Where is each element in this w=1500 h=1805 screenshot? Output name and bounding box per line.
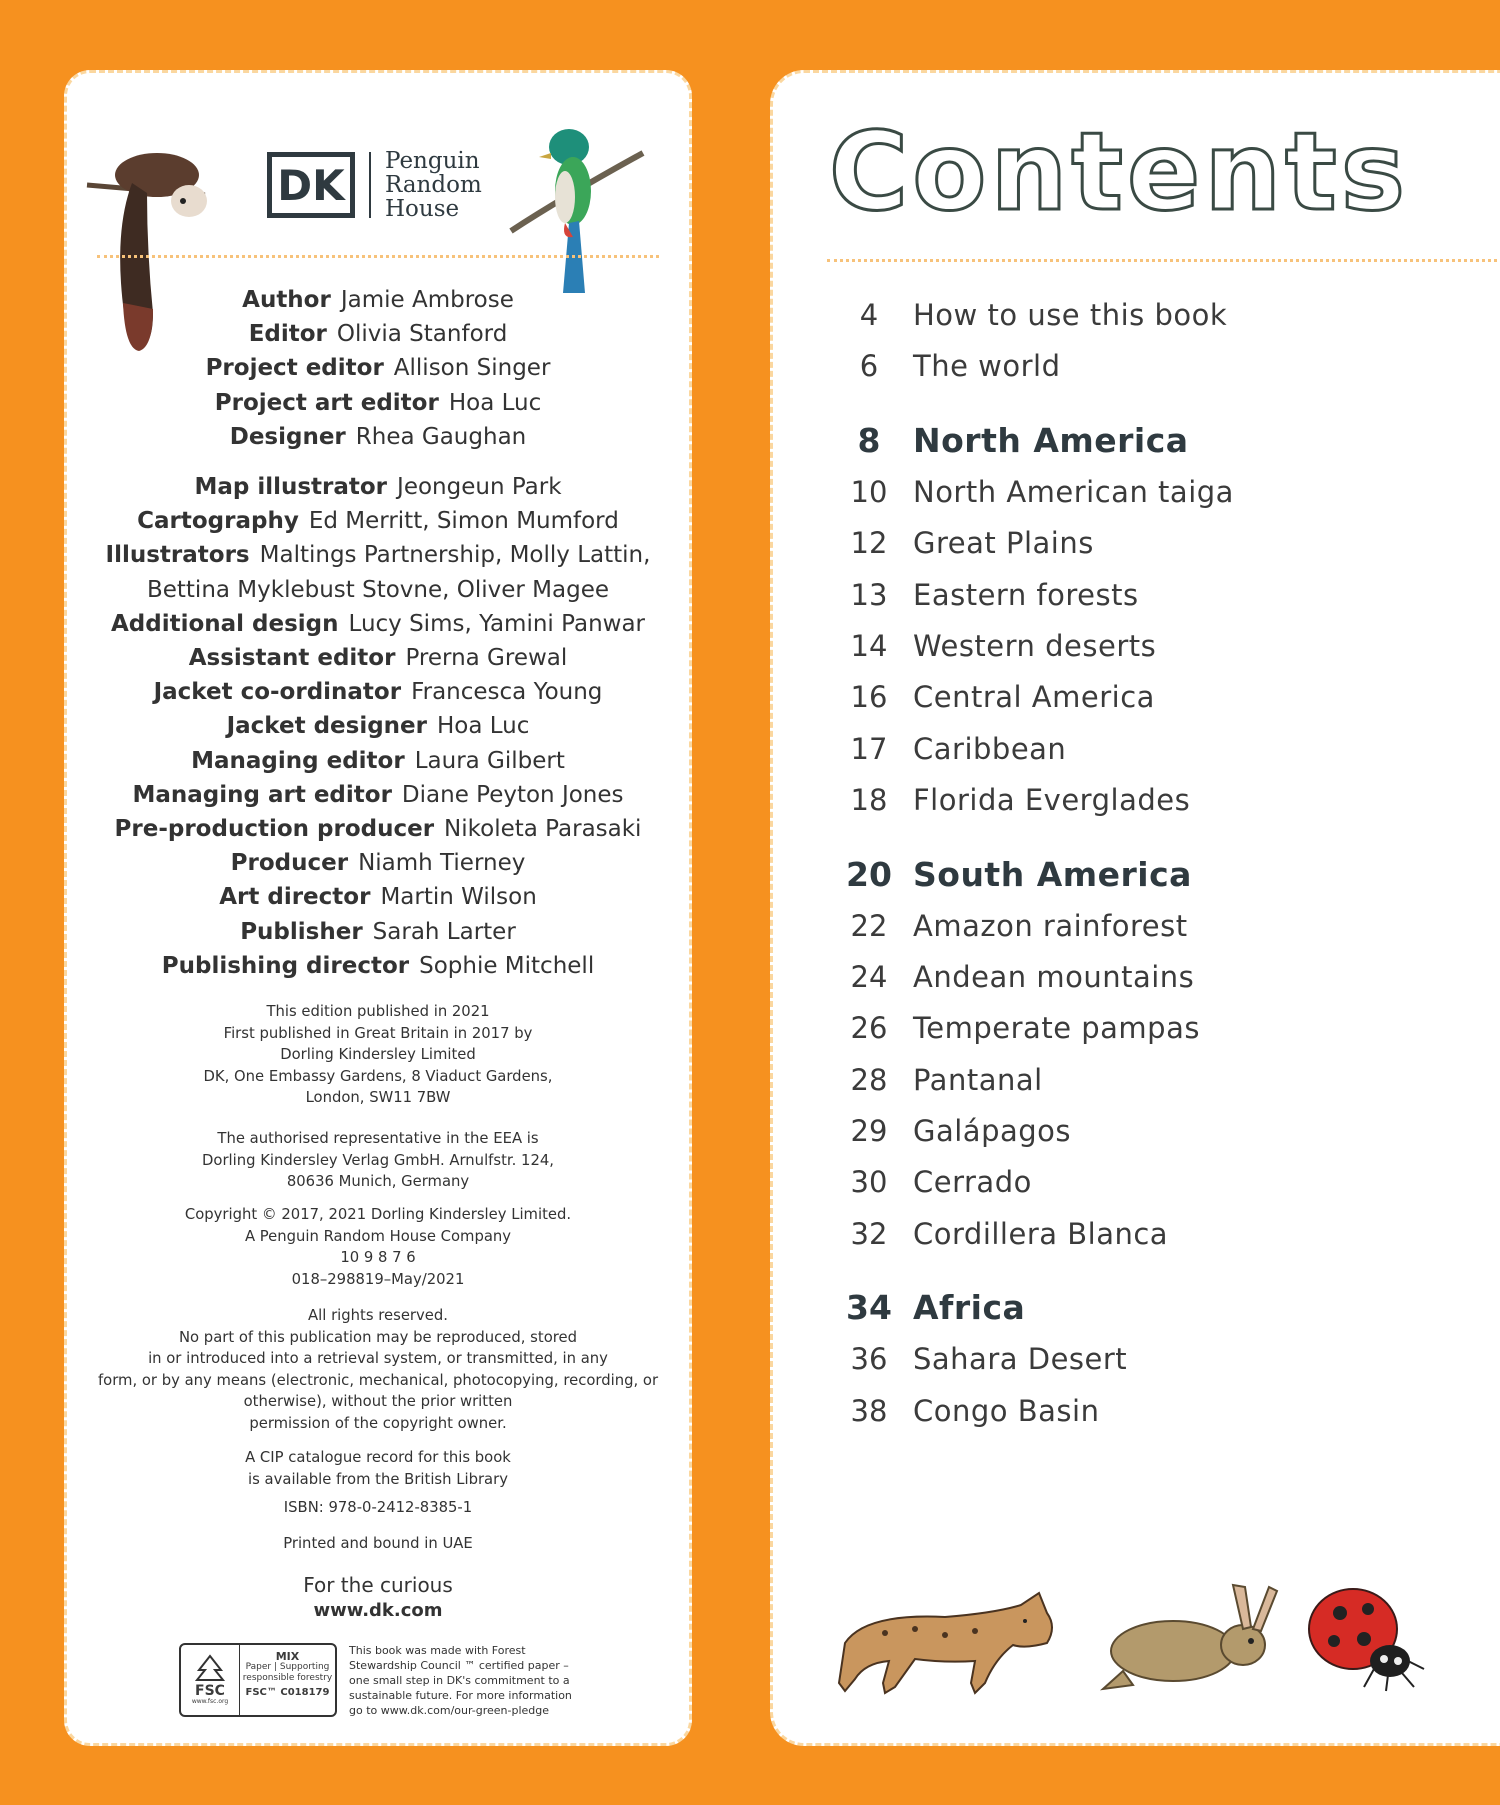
fsc-logo-text: FSC xyxy=(195,1683,225,1699)
credit-row xyxy=(67,470,689,504)
contents-title: Contents xyxy=(829,110,1410,235)
credit-role: Assistant editor xyxy=(188,645,396,672)
ladybird-illustration xyxy=(1298,1583,1428,1693)
contents-dotted-rule xyxy=(827,259,1500,262)
toc-entry[interactable] xyxy=(825,1114,1465,1165)
toc-title: Florida Everglades xyxy=(913,783,1191,818)
credit-role: Jacket co-ordinator xyxy=(153,679,402,706)
credit-name: Jamie Ambrose xyxy=(340,287,514,313)
rights-line: in or introduced into a retrieval system, or transmitted, in any xyxy=(148,1350,608,1367)
toc-page-number: 26 xyxy=(850,1011,888,1046)
toc-page-number: 28 xyxy=(850,1062,888,1097)
fsc-details xyxy=(240,1645,335,1715)
eea-representative xyxy=(67,1128,689,1193)
toc-page-number: 32 xyxy=(850,1216,888,1251)
prh-line: Random xyxy=(385,172,482,198)
credit-role: Map illustrator xyxy=(194,474,388,501)
copyright-line: A Penguin Random House Company xyxy=(244,1227,512,1245)
imprint-panel xyxy=(64,70,692,1746)
toc-page-number: 30 xyxy=(850,1165,888,1200)
credit-row xyxy=(67,846,689,880)
credit-role: Additional design xyxy=(110,610,339,637)
toc-title: North America xyxy=(913,420,1189,460)
edition-line: Dorling Kindersley Limited xyxy=(280,1046,476,1063)
credit-row xyxy=(67,607,689,641)
dk-logo-text: DK xyxy=(277,160,345,210)
toc-title: The world xyxy=(913,349,1061,384)
rights-statement xyxy=(67,1305,689,1434)
credit-row xyxy=(67,504,689,538)
credit-row xyxy=(67,641,689,675)
rights-line: No part of this publication may be reproduced, stored xyxy=(178,1328,577,1346)
credit-name: Sophie Mitchell xyxy=(419,952,595,979)
tagline: For the curious xyxy=(303,1573,453,1597)
table-of-contents xyxy=(825,298,1465,1445)
fsc-paper: Paper | Supporting xyxy=(245,1662,330,1672)
toc-entry[interactable] xyxy=(825,960,1465,1011)
toc-entry[interactable] xyxy=(825,1063,1465,1114)
toc-page-number: 36 xyxy=(850,1342,888,1377)
toc-page-number: 8 xyxy=(857,420,881,460)
toc-entry[interactable] xyxy=(825,909,1465,960)
toc-title: Cerrado xyxy=(913,1165,1032,1200)
credit-row xyxy=(67,351,689,385)
credit-role: Publisher xyxy=(240,918,363,945)
rights-line: form, or by any means (electronic, mechanical, photocopying, recording, or xyxy=(97,1371,659,1389)
credit-role: Managing editor xyxy=(191,747,405,774)
toc-spacer xyxy=(825,1268,1465,1288)
credit-role: Cartography xyxy=(137,508,299,535)
rights-line: otherwise), without the prior written xyxy=(243,1393,513,1410)
toc-spacer xyxy=(825,401,1465,421)
credit-role: Managing art editor xyxy=(132,781,392,808)
credit-name: Hoa Luc xyxy=(448,389,542,416)
tagline-block xyxy=(67,1573,689,1623)
credit-row xyxy=(67,386,689,420)
credit-row xyxy=(67,778,689,812)
hare-illustration xyxy=(1093,1581,1283,1701)
penguin-random-house-logo xyxy=(385,149,482,221)
edition-line: This edition published in 2021 xyxy=(266,1003,490,1020)
credit-row xyxy=(67,538,689,572)
credit-row xyxy=(67,915,689,949)
credit-name: Rhea Gaughan xyxy=(355,423,527,450)
toc-entry[interactable] xyxy=(825,1011,1465,1062)
toc-title: Cordillera Blanca xyxy=(913,1216,1169,1251)
credit-row xyxy=(67,675,689,709)
edition-info xyxy=(67,1001,689,1109)
toc-entry[interactable] xyxy=(825,1217,1465,1268)
toc-page-number: 24 xyxy=(850,959,888,994)
edition-line: First published in Great Britain in 2017 by xyxy=(223,1024,533,1042)
toc-title: Caribbean xyxy=(913,731,1067,766)
credit-name: Hoa Luc xyxy=(437,713,530,740)
eea-line: 80636 Munich, Germany xyxy=(286,1173,470,1190)
toc-page-number: 16 xyxy=(850,680,888,715)
toc-title: Temperate pampas xyxy=(913,1011,1200,1046)
credit-role: Pre-production producer xyxy=(114,816,435,843)
toc-spacer xyxy=(825,835,1465,855)
credits-spacer xyxy=(67,454,689,470)
toc-title: North American taiga xyxy=(913,474,1234,509)
cip-line: A CIP catalogue record for this book xyxy=(245,1449,511,1466)
toc-title: How to use this book xyxy=(913,298,1228,332)
toc-entry[interactable] xyxy=(825,732,1465,783)
credit-name: Ed Merritt, Simon Mumford xyxy=(308,508,619,535)
toc-entry[interactable] xyxy=(825,526,1465,577)
green-pledge-note: This book was made with Forest Stewardship Council ™ certified paper – one small step in DK's commitment to a sustainable future. For more information go to www.dk.com/our-green-pledge xyxy=(349,1644,572,1717)
toc-title: Central America xyxy=(913,680,1155,715)
credit-name: Jeongeun Park xyxy=(397,474,562,501)
credit-row xyxy=(67,709,689,743)
credit-name: Martin Wilson xyxy=(380,884,537,911)
credit-row xyxy=(67,744,689,778)
toc-page-number: 18 xyxy=(850,783,888,818)
toc-page-number: 20 xyxy=(846,854,892,894)
credit-row xyxy=(67,880,689,914)
credit-role: Publishing director xyxy=(161,952,410,979)
toc-title: Pantanal xyxy=(913,1062,1043,1097)
toc-entry[interactable] xyxy=(825,475,1465,526)
toc-entry[interactable] xyxy=(825,349,1465,400)
toc-entry[interactable] xyxy=(825,1342,1465,1393)
logo-divider xyxy=(369,152,371,218)
credit-role: Illustrators xyxy=(105,542,250,569)
toc-page-number: 22 xyxy=(850,908,888,943)
credit-name: Sarah Larter xyxy=(372,918,516,945)
bobcat-illustration xyxy=(825,1583,1065,1703)
credit-role: Jacket designer xyxy=(226,713,427,740)
toc-page-number: 29 xyxy=(850,1114,888,1149)
toc-page-number: 10 xyxy=(850,474,888,509)
toc-title: South America xyxy=(913,854,1192,894)
credit-row xyxy=(67,812,689,846)
credit-row xyxy=(67,317,689,351)
publisher-logo xyxy=(267,145,482,225)
toc-title: Great Plains xyxy=(913,526,1094,561)
toc-title: Congo Basin xyxy=(913,1393,1100,1428)
toc-entry[interactable] xyxy=(825,1394,1465,1445)
credit-role: Editor xyxy=(248,321,327,348)
credit-name: Diane Peyton Jones xyxy=(401,781,624,808)
cip-record xyxy=(67,1447,689,1490)
toc-title: Sahara Desert xyxy=(913,1342,1128,1377)
credit-name: Laura Gilbert xyxy=(414,747,565,774)
toc-title: Andean mountains xyxy=(913,959,1195,994)
fsc-tree-icon xyxy=(193,1654,227,1684)
toc-title: Galápagos xyxy=(913,1114,1072,1149)
toc-page-number: 38 xyxy=(850,1393,888,1428)
prh-line: Penguin xyxy=(385,148,480,174)
credit-name: Prerna Grewal xyxy=(405,645,568,672)
toc-title: Eastern forests xyxy=(913,577,1139,612)
credit-row xyxy=(67,283,689,317)
credit-role: Project editor xyxy=(205,355,384,382)
credit-name: Nikoleta Parasaki xyxy=(444,816,642,843)
eea-line: Dorling Kindersley Verlag GmbH. Arnulfstr. 124, xyxy=(202,1151,554,1169)
credit-row xyxy=(67,420,689,454)
toc-page-number: 17 xyxy=(850,731,888,766)
website-link[interactable]: www.dk.com xyxy=(313,1600,443,1621)
credit-role: Producer xyxy=(230,850,349,877)
fsc-mix: MIX xyxy=(275,1650,300,1663)
credits-list xyxy=(67,283,689,983)
toc-section-heading[interactable] xyxy=(825,855,1465,909)
toc-page-number: 14 xyxy=(850,628,888,663)
isbn-text: ISBN: 978-0-2412-8385-1 xyxy=(283,1499,473,1516)
prh-line: House xyxy=(385,196,460,222)
credit-name: Olivia Stanford xyxy=(336,321,508,348)
credit-name: Lucy Sims, Yamini Panwar xyxy=(348,610,646,637)
toc-title: Amazon rainforest xyxy=(913,908,1188,943)
copyright-info xyxy=(67,1204,689,1290)
trogon-bird-illustration xyxy=(503,113,653,303)
toc-page-number: 4 xyxy=(859,298,879,332)
toc-entry[interactable] xyxy=(825,298,1465,349)
contents-panel xyxy=(770,70,1500,1746)
dk-logo xyxy=(267,152,355,218)
toc-page-number: 13 xyxy=(850,577,888,612)
credit-name: Francesca Young xyxy=(411,679,603,706)
cip-line: is available from the British Library xyxy=(248,1470,508,1488)
header-dotted-rule xyxy=(97,255,659,258)
toc-page-number: 34 xyxy=(846,1288,892,1328)
toc-section-heading[interactable] xyxy=(825,421,1465,475)
fsc-responsible: responsible forestry xyxy=(242,1673,333,1683)
toc-entry[interactable] xyxy=(825,629,1465,680)
copyright-line: Copyright © 2017, 2021 Dorling Kindersley Limited. xyxy=(184,1206,572,1223)
edition-line: DK, One Embassy Gardens, 8 Viaduct Gardens, xyxy=(203,1067,553,1085)
toc-title: Western deserts xyxy=(913,628,1157,663)
eea-line: The authorised representative in the EEA is xyxy=(217,1130,539,1147)
toc-section-heading[interactable] xyxy=(825,1288,1465,1342)
credit-role: Author xyxy=(242,287,331,313)
credit-row xyxy=(67,949,689,983)
job-code: 018–298819–May/2021 xyxy=(291,1270,465,1288)
credit-name: Bettina Myklebust Stovne, Oliver Magee xyxy=(146,576,610,603)
edition-line: London, SW11 7BW xyxy=(305,1089,451,1106)
rights-line: permission of the copyright owner. xyxy=(249,1414,507,1432)
rights-line: All rights reserved. xyxy=(308,1307,448,1324)
fsc-label xyxy=(179,1643,337,1717)
toc-title: Africa xyxy=(913,1288,1026,1328)
toc-entry[interactable] xyxy=(825,680,1465,731)
credit-role: Art director xyxy=(219,884,371,911)
print-line-number: 10 9 8 7 6 xyxy=(340,1249,416,1266)
toc-entry[interactable] xyxy=(825,1165,1465,1216)
toc-page-number: 6 xyxy=(859,349,879,384)
toc-entry[interactable] xyxy=(825,783,1465,834)
fsc-site: www.fsc.org xyxy=(191,1698,229,1705)
isbn xyxy=(67,1497,689,1519)
toc-entry[interactable] xyxy=(825,578,1465,629)
credit-name: Allison Singer xyxy=(393,355,551,382)
toc-page-number: 12 xyxy=(850,526,888,561)
credit-role: Designer xyxy=(229,423,346,450)
fsc-code: FSC™ C018179 xyxy=(245,1687,330,1698)
credit-row xyxy=(67,573,689,607)
printed-text: Printed and bound in UAE xyxy=(283,1535,473,1552)
fsc-logo xyxy=(181,1645,240,1715)
credit-name: Maltings Partnership, Molly Lattin, xyxy=(259,542,651,569)
printed-in xyxy=(67,1533,689,1555)
credit-name: Niamh Tierney xyxy=(358,850,526,877)
credit-role: Project art editor xyxy=(214,389,439,416)
